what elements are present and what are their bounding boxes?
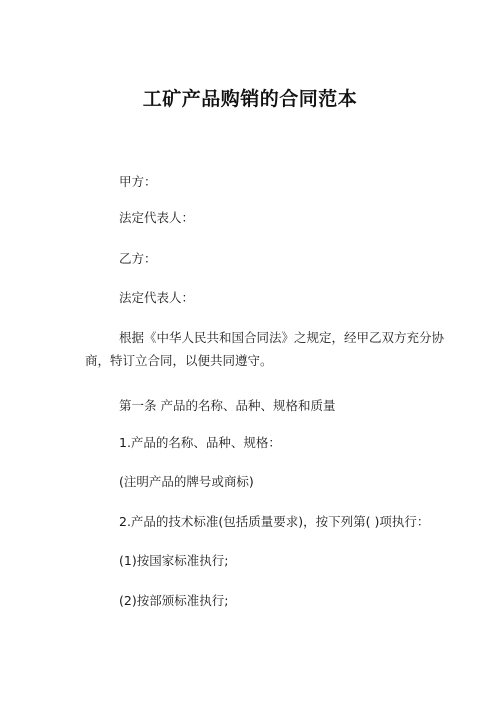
clause-1-2: 2.产品的技术标准(包括质量要求)，按下列第( )项执行： xyxy=(119,514,430,529)
preamble-line-2: 商，特订立合同，以便共同遵守。 xyxy=(85,353,273,368)
document-title: 工矿产品购销的合同范本 xyxy=(142,88,358,110)
clause-1-1: 1.产品的名称、品种、规格： xyxy=(119,435,281,450)
party-b-representative-label: 法定代表人： xyxy=(119,290,195,305)
clause-1-2-option-1: (1)按国家标准执行; xyxy=(119,553,229,568)
party-b-label: 乙方： xyxy=(119,251,157,266)
clause-1-2-option-2: (2)按部颁标准执行; xyxy=(119,593,229,608)
party-a-representative-label: 法定代表人： xyxy=(119,210,195,225)
article-1-heading: 第一条 产品的名称、品种、规格和质量 xyxy=(119,398,336,413)
party-a-label: 甲方： xyxy=(119,174,157,189)
clause-1-1-note: (注明产品的牌号或商标) xyxy=(119,474,254,489)
preamble-line-1: 根据《中华人民共和国合同法》之规定，经甲乙双方充分协 xyxy=(119,330,445,345)
